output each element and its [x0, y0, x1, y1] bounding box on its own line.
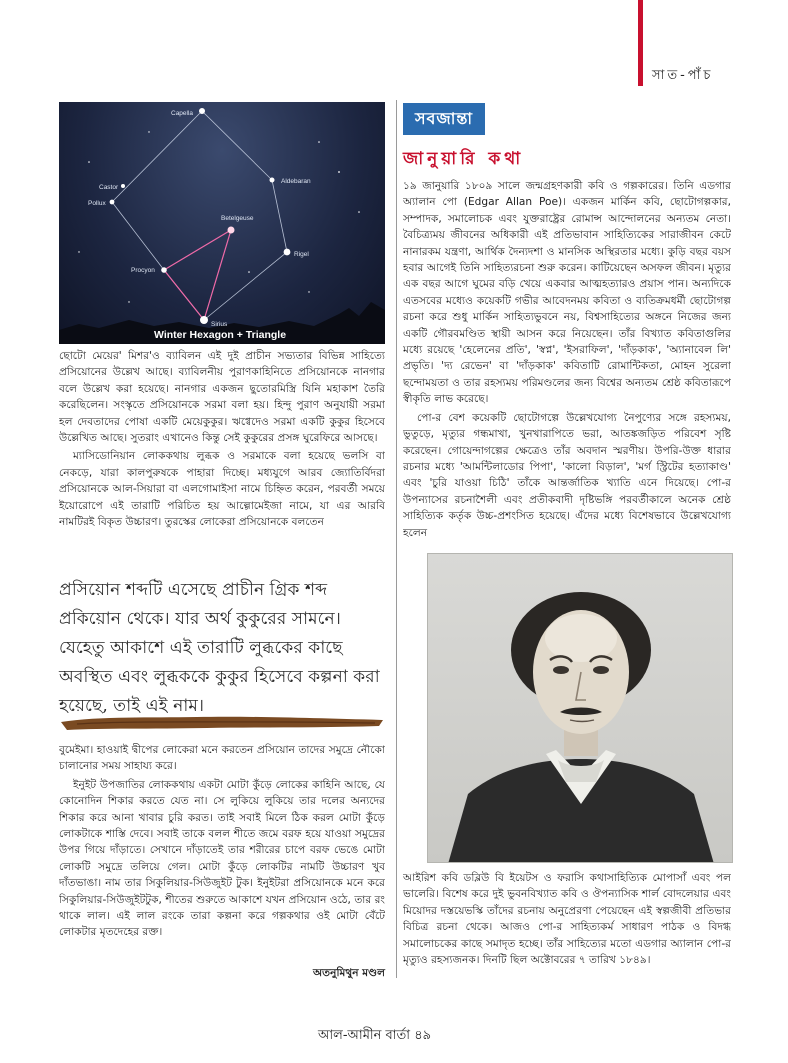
magazine-name: আল-আমীন বার্তা	[318, 1028, 411, 1043]
left-paragraph-3: বুমেইমা। হাওয়াই দ্বীপের লোকেরা মনে করতেন প্রসিয়োন তাদের সমুদ্রে নৌকো চালানোর সময় সাহায্য করে।	[59, 744, 385, 773]
label-procyon: Procyon	[131, 267, 155, 274]
left-column-top	[59, 348, 385, 574]
label-aldebaran: Aldebaran	[281, 178, 311, 185]
star-chart-svg	[59, 102, 385, 344]
right-paragraph-2: পো-র বেশ কয়েকটি ছোটোগল্পে উল্লেখযোগ্য নৈপুণ্যের সঙ্গে রহস্যময়, ভুতুড়ে, মৃত্যুর গন্ধমাখা, খুনখারাপিতে ভরা, আতঙ্কজড়িত পরিবেশ সৃষ্টি করেছেন। গোয়েন্দাগল্পের ক্ষেত্রেও তাঁর অবদান স্মরণীয়। উপরি-উক্ত ধারার রচনার মধ্যে 'আমন্টিলাডোর পিপা', 'কালো বিড়াল', 'মর্গ স্ট্রিটের হত্যাকাণ্ড' এবং 'চুরি যাওয়া চিঠি' তাঁকে আন্তর্জাতিক খ্যাতি এনে দিয়েছে। পো-র উপন্যাসের রচনাশৈলী এবং প্রতীকবাদী দৃষ্টিভঙ্গি পরবর্তীকালে অনেক শ্রেষ্ঠ সাহিত্যিক কর্তৃক উচ্চ-প্রশংসিত হয়েছে। এঁদের মধ্যে বিশেষভাবে উল্লেখযোগ্য হলেন	[403, 411, 731, 539]
label-betelgeuse: Betelgeuse	[221, 215, 254, 222]
portrait-svg	[428, 554, 733, 863]
right-paragraph-1: ১৯ জানুয়ারি ১৮০৯ সালে জন্মগ্রহণকারী কবি ও গল্পকারের। তিনি এডগার অ্যালান পো (Edgar Allan Poe)। একজন মার্কিন কবি, ছোটোগল্পকার, সম্পাদক, সমালোচক এবং যুক্তরাষ্ট্রের রোমান্স আন্দোলনের অন্যতম নেতা। বৈচিত্র্যময় জীবনের অধিকারী এই প্রতিভাবান সাহিত্যিকের সারাজীবন কেটে নানারকম যন্ত্রণা, আর্থিক দৈন্যদশা ও মানসিক অস্থিরতার মধ্যে। কুড়ি বছর বয়স হবার আগেই তিনি সাহিত্যরচনা শুরু করেন। কাটিয়েছেন অসফল জীবন। মৃত্যুর এক বছর আগে ঘুমের বড়ি খেয়ে একবার আত্মহত্যারও প্রয়াস পান। অন্যদিকে এতসবের মধ্যেও কয়েকটি গভীর আবেদনময় কবিতা ও ব্যতিক্রমধর্মী ছোটোগল্প রচনা করে শুধু মার্কিন সাহিত্যভুবনে নয়, বিশ্বসাহিত্যের অঙ্গনে নিজের জন্য একটি গৌরবমণ্ডিত স্থায়ী আসন করে নিয়েছেন। তাঁর বিখ্যাত কবিতাগুলির মধ্যে রয়েছে 'হেলেনের প্রতি', 'স্বপ্ন', 'ইসরাফিল', 'দাঁড়কাক', 'অ্যানাবেল লি' প্রভৃতি। 'দ্য রেভেন' বা 'দাঁড়কাক' কবিতাটি রোমান্টিকতা, মোহন সুরেলা ছন্দোময়তা ও তার রহস্যময় পরিমণ্ডলের জন্য বিশ্বের অন্যতম শ্রেষ্ঠ কবিতারূপে স্বীকৃতি লাভ করেছে।	[403, 180, 731, 406]
figure-caption: Winter Hexagon + Triangle	[154, 329, 287, 341]
label-pollux: Pollux	[88, 200, 106, 207]
label-capella: Capella	[171, 110, 194, 117]
column-divider	[396, 100, 397, 978]
left-paragraph-4: ইনুইট উপজাতির লোককথায় একটা মোটা কুঁড়ে লোকের কাহিনি আছে, যে কোনোদিন শিকার করতে যেত না। সে লুকিয়ে লুকিয়ে তার দলের অন্যদের শিকার করে আনা খাবার চুরি করত। তাই সবাই মিলে ঠিক করল মোটা কুঁড়ে লোকটাকে শাস্তি দেবে। সবাই তাকে বলল শীতে জমে বরফ হয়ে যাওয়া সমুদ্রের উপর গিয়ে দাঁড়াতে। সেখানে দাঁড়াতেই তার শরীরের চাপে বরফ ভেঙে মোটা লোকটি সমুদ্রে তলিয়ে গেল। মোটা কুঁড়ে লোকটির নামটি উচ্চারণ খুব দাঁতভাঙা। নাম তার সিকুলিয়ার-সিউজুইট টুক। ইনুইটরা প্রসিয়োনকে মনে করে সিকুলিয়ার-সিউজুইটটুক, শীতের শুরুতে আকাশে যখন প্রসিয়োন ওঠে, তার রং থাকে লাল। এই লাল রংকে তারা কল্পনা করে গল্পকথার ওই মোটা বেঁটে লোকটার মৃতদেহের রক্ত।	[59, 778, 385, 939]
right-column-bottom	[403, 870, 731, 978]
star-points	[78, 108, 360, 324]
left-paragraph-1: ছোটো মেয়ের' মিশর'ও ব্যাবিলন এই দুই প্রাচীন সভ্যতার বিভিন্ন সাহিত্যে প্রসিয়োনের উল্লেখ আছে। ব্যাবিলনীয় পুরাণকাহিনিতে প্রসিয়োনকে নানগার বলে উল্লেখ করা হয়েছে। নানগার একজন ছুতোরমিস্ত্রি যিনি মহাকাশ তৈরি করেছিলেন। সংস্কৃতে প্রসিয়োনকে সরমা বলা হয়। হিন্দু পুরাণ অনুযায়ী সরমা হল দেবতাদের পোষা একটি মেয়েকুকুর। ঋগ্বেদেও সরমা একটি কুকুর হিসেবে উল্লেখিত আছে। সুতরাং এখানেও কিন্তু সেই কুকুরের প্রসঙ্গ ঘুরেফিরে আসছে।	[59, 350, 385, 445]
header-accent-bar	[638, 0, 643, 86]
portrait-photo	[427, 553, 733, 863]
label-rigel: Rigel	[294, 251, 309, 258]
page-footer	[318, 1026, 431, 1047]
pull-quote: প্রসিয়োন শব্দটি এসেছে প্রাচীন গ্রিক শব্দ প্রকিয়োন থেকে। যার অর্থ কুকুরের সামনে। যেহেতু আকাশে এই তারাটি লুব্ধকের কাছে অবস্থিত এবং লুব্ধককে কুকুর হিসেবে কল্পনা করা হয়েছে, তাই এই নাম।	[59, 580, 380, 716]
hexagon-lines	[112, 111, 287, 320]
section-badge: সবজান্তা	[403, 103, 485, 135]
article-subtitle: জানুয়ারি কথা	[403, 149, 525, 169]
label-sirius: Sirius	[211, 321, 228, 328]
page-section-tag: সাত-পাঁচ	[652, 68, 714, 83]
left-column-bottom	[59, 742, 385, 960]
left-paragraph-2: ম্যাসিডোনিয়ান লোককথায় লুব্ধক ও সরমাকে বলা হয়েছে ভলসি বা নেকড়ে, যারা কালপুরুষকে পাহারা দিচ্ছে। মধ্যযুগে আরব জ্যোতির্বিদরা প্রসিয়োনকে আল-সিয়ারা বা এলগোমাইসা নামে চিহ্নিত করেন, পরবর্তী সময়ে ইয়োরোপে এই তারাটি পরিচিত হয় আল্গোমেইজা নামে, যা এর আরবি নামটিরই বিকৃত উচ্চারণ। তুরস্কের লোকেরা প্রসিয়োনকে বলতেন	[59, 450, 385, 529]
right-column-top	[403, 178, 731, 542]
star-chart-figure	[59, 102, 385, 344]
brush-divider	[57, 708, 387, 738]
label-castor: Castor	[99, 184, 119, 191]
right-paragraph-3: আইরিশ কবি ডব্লিউ বি ইয়েটস ও ফরাসি কথাসাহিত্যিক মোপাসাঁ এবং পল ভালেরি। বিশেষ করে দুই ভুবনবিখ্যাত কবি ও ঔপন্যাসিক শার্ল বোদলেয়ার এবং মিয়োদর দস্তয়েভস্কি তাঁদের রচনায় অনুপ্রেরণা পেয়েছেন এই স্বল্পজীবী প্রতিভার বিচিত্র রচনা থেকে। আজও পো-র সাহিত্যকর্ম সাধারণ পাঠক ও বিদগ্ধ সমালোচকের কাছে সমাদৃত হচ্ছে। তাঁর সাহিত্যের মতো এডগার অ্যালান পো-র মৃত্যুও রহস্যজনক। দিনটি ছিল অক্টোবরের ৭ তারিখ ১৮৪৯।	[403, 872, 731, 967]
author-name: অতনুমিথুন মণ্ডল	[313, 967, 385, 979]
page-number: ৪৯	[414, 1028, 432, 1043]
